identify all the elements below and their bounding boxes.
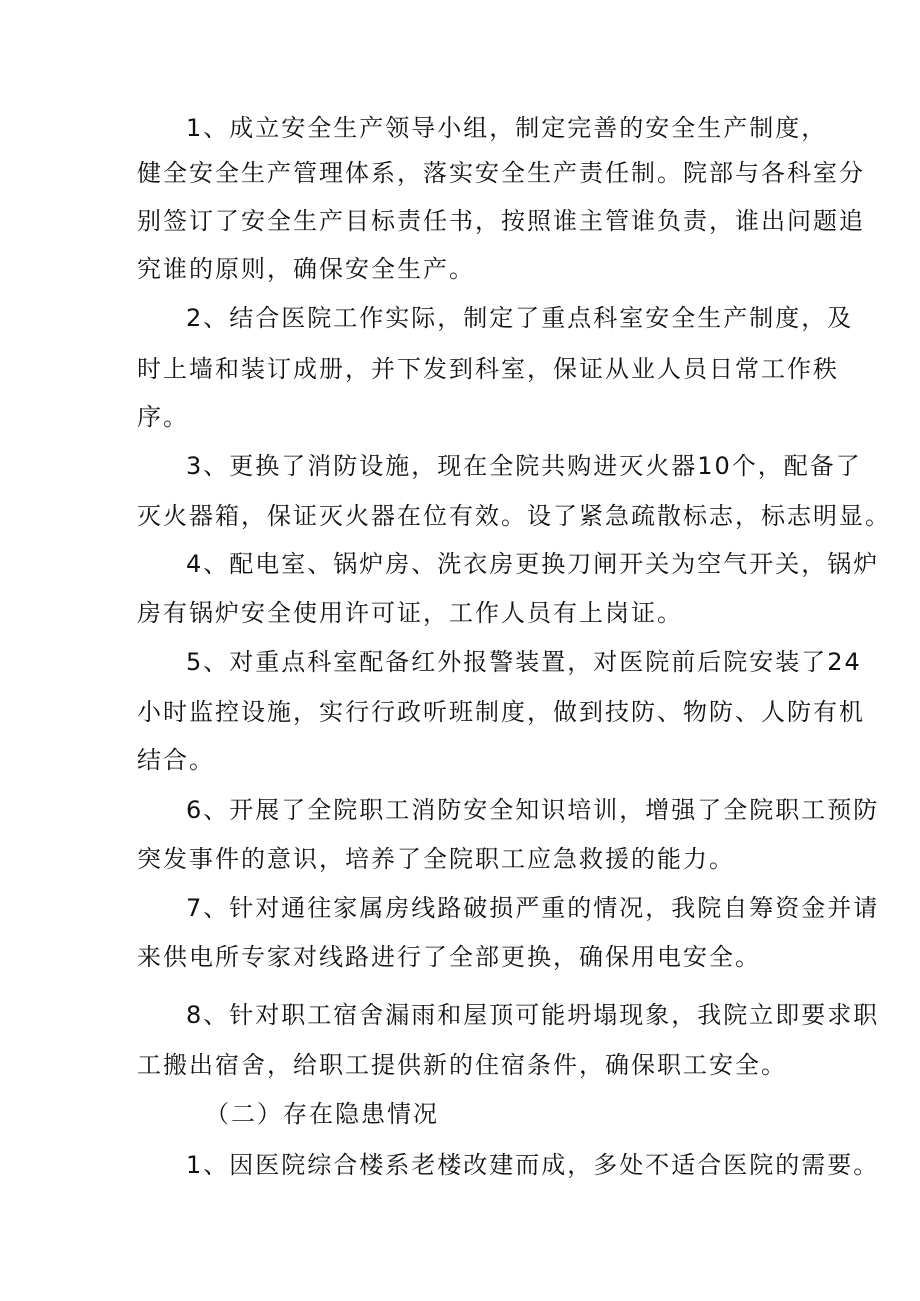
paragraph-line: 健全安全生产管理体系，落实安全生产责任制。院部与各科室分 [137,159,865,187]
paragraph-line: 时上墙和装订成册，并下发到科室，保证从业人员日常工作秩 [137,355,839,383]
paragraph-line: 4、配电室、锅炉房、洗衣房更换刀闸开关为空气开关，锅炉 [186,550,880,578]
paragraph-line: 房有锅炉安全使用许可证，工作人员有上岗证。 [137,599,683,627]
paragraph-line: 1、成立安全生产领导小组，制定完善的安全生产制度， [186,114,828,142]
paragraph-line: 6、开展了全院职工消防安全知识培训，增强了全院职工预防 [186,796,880,824]
paragraph-line: 灭火器箱，保证灭火器在位有效。设了紧急疏散标志，标志明显。 [137,502,891,530]
paragraph-line: 2、结合医院工作实际，制定了重点科室安全生产制度，及 [186,304,854,332]
paragraph-line: 工搬出宿舍，给职工提供新的住宿条件，确保职工安全。 [137,1051,787,1079]
paragraph-line: 突发事件的意识，培养了全院职工应急救援的能力。 [137,845,735,873]
paragraph-line: 结合。 [137,746,215,774]
paragraph-line: 8、针对职工宿舍漏雨和屋顶可能坍塌现象，我院立即要求职 [186,1001,880,1029]
paragraph-line: 序。 [137,403,189,431]
paragraph-line: 别签订了安全生产目标责任书，按照谁主管谁负责，谁出问题追 [137,207,865,235]
paragraph-line: 3、更换了消防设施，现在全院共购进灭火器10个，配备了 [186,452,862,480]
paragraph-line: 来供电所专家对线路进行了全部更换，确保用电安全。 [137,943,761,971]
paragraph-line: 1、因医院综合楼系老楼改建而成，多处不适合医院的需要。 [186,1151,880,1179]
paragraph-line: 究谁的原则，确保安全生产。 [137,255,475,283]
paragraph-line: 小时监控设施，实行行政听班制度，做到技防、物防、人防有机 [137,698,865,726]
paragraph-line: 7、针对通往家属房线路破损严重的情况，我院自筹资金并请 [186,894,880,922]
paragraph-line: 5、对重点科室配备红外报警装置，对医院前后院安装了24 [186,648,862,676]
section-heading: （二）存在隐患情况 [205,1100,439,1128]
